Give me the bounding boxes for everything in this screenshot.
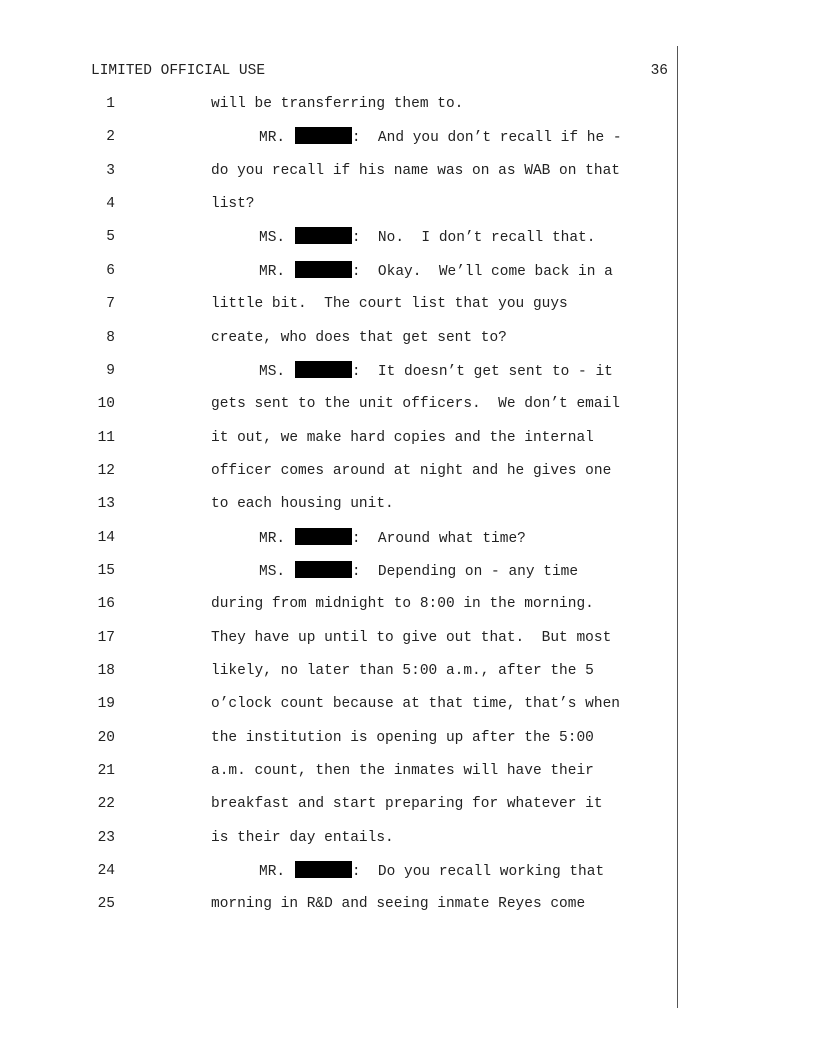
line-number: 1 xyxy=(106,96,115,112)
utterance-text: it out, we make hard copies and the internal xyxy=(211,429,594,446)
line-number: 21 xyxy=(97,763,115,779)
speaker-title: MS. xyxy=(259,363,286,380)
line-number: 3 xyxy=(106,162,115,179)
utterance-text: o’clock count because at that time, that’s when xyxy=(211,696,620,713)
line-text xyxy=(211,394,620,414)
utterance-text: : Do you recall working that xyxy=(351,864,605,881)
speaker-title: MR. xyxy=(259,263,286,280)
right-margin-rule xyxy=(677,46,678,1008)
utterance-text: is their day entails. xyxy=(211,829,394,846)
utterance-text: They have up until to give out that. But most xyxy=(211,629,612,646)
utterance-text: create, who does that get sent to? xyxy=(211,329,507,346)
utterance-text: breakfast and start preparing for whatever it xyxy=(211,796,603,813)
utterance-text: : It doesn’t get sent to - it xyxy=(351,363,613,380)
speaker-title: MS. xyxy=(259,563,286,580)
utterance-text: a.m. count, then the inmates will have their xyxy=(211,763,594,779)
speaker-title: MR. xyxy=(259,130,286,147)
utterance-text: : Okay. We’ll come back in a xyxy=(351,263,613,280)
utterance-text: : And you don’t recall if he - xyxy=(351,130,622,147)
redaction-box xyxy=(295,127,352,144)
line-text xyxy=(211,294,568,314)
line-text xyxy=(211,894,585,914)
line-number: 19 xyxy=(97,696,115,713)
page-number: 36 xyxy=(650,63,668,79)
redaction-box xyxy=(295,361,352,378)
header-label: LIMITED OFFICIAL USE xyxy=(91,63,266,79)
line-text xyxy=(211,494,394,514)
utterance-text: officer comes around at night and he gives one xyxy=(211,462,612,479)
line-text xyxy=(211,628,611,648)
redaction-box xyxy=(295,261,352,278)
line-text xyxy=(211,461,611,481)
line-number: 9 xyxy=(106,362,115,379)
line-text xyxy=(259,261,613,282)
line-number: 8 xyxy=(106,329,115,346)
line-text xyxy=(211,661,594,681)
line-text xyxy=(259,561,578,582)
line-text xyxy=(259,361,613,382)
line-text xyxy=(211,794,603,814)
line-number: 22 xyxy=(97,796,115,813)
speaker-title: MR. xyxy=(259,530,286,547)
line-text xyxy=(211,161,620,181)
line-number: 24 xyxy=(97,863,115,880)
utterance-text: do you recall if his name was on as WAB on that xyxy=(211,162,620,179)
line-number: 14 xyxy=(97,529,115,546)
line-text xyxy=(259,227,595,248)
redaction-box xyxy=(295,861,352,878)
line-number: 6 xyxy=(106,262,115,279)
redaction-box xyxy=(295,561,352,578)
utterance-text: morning in R&D and seeing inmate Reyes come xyxy=(211,896,586,913)
line-number: 5 xyxy=(106,229,115,246)
line-number: 4 xyxy=(106,196,115,213)
line-text xyxy=(211,594,594,614)
utterance-text: during from midnight to 8:00 in the morning. xyxy=(211,596,594,613)
utterance-text: little bit. The court list that you guys xyxy=(211,296,568,313)
line-number: 2 xyxy=(106,129,115,146)
utterance-text: will be transferring them to. xyxy=(211,96,464,112)
speaker-title: MR. xyxy=(259,864,286,881)
line-number: 25 xyxy=(97,896,115,913)
utterance-text: : No. I don’t recall that. xyxy=(351,230,596,247)
line-number: 13 xyxy=(97,496,115,513)
line-number: 7 xyxy=(106,296,115,313)
line-text xyxy=(211,428,594,448)
utterance-text: the institution is opening up after the 5:00 xyxy=(211,729,594,746)
line-number: 16 xyxy=(97,596,115,613)
utterance-text: list? xyxy=(211,196,255,213)
speaker-title: MS. xyxy=(259,230,286,247)
utterance-text: gets sent to the unit officers. We don’t email xyxy=(211,396,620,413)
line-text xyxy=(259,861,604,882)
line-text xyxy=(211,728,594,748)
line-number: 23 xyxy=(97,829,115,846)
line-text xyxy=(259,127,622,148)
line-number: 15 xyxy=(97,562,115,579)
line-number: 10 xyxy=(97,396,115,413)
line-text xyxy=(211,761,594,781)
line-number: 11 xyxy=(97,429,115,446)
line-number: 12 xyxy=(97,462,115,479)
line-number: 20 xyxy=(97,729,115,746)
redaction-box xyxy=(295,227,352,244)
line-text xyxy=(211,328,507,348)
line-text xyxy=(211,828,394,848)
line-text xyxy=(211,194,255,214)
utterance-text: : Around what time? xyxy=(351,530,526,547)
line-text xyxy=(211,694,620,714)
utterance-text: to each housing unit. xyxy=(211,496,394,513)
utterance-text: likely, no later than 5:00 a.m., after the 5 xyxy=(211,663,594,679)
line-text xyxy=(259,528,526,549)
utterance-text: : Depending on - any time xyxy=(351,563,579,580)
redaction-box xyxy=(295,528,352,545)
page-header xyxy=(91,62,668,80)
line-number: 18 xyxy=(97,663,115,679)
line-text xyxy=(211,94,463,114)
line-number: 17 xyxy=(97,629,115,646)
